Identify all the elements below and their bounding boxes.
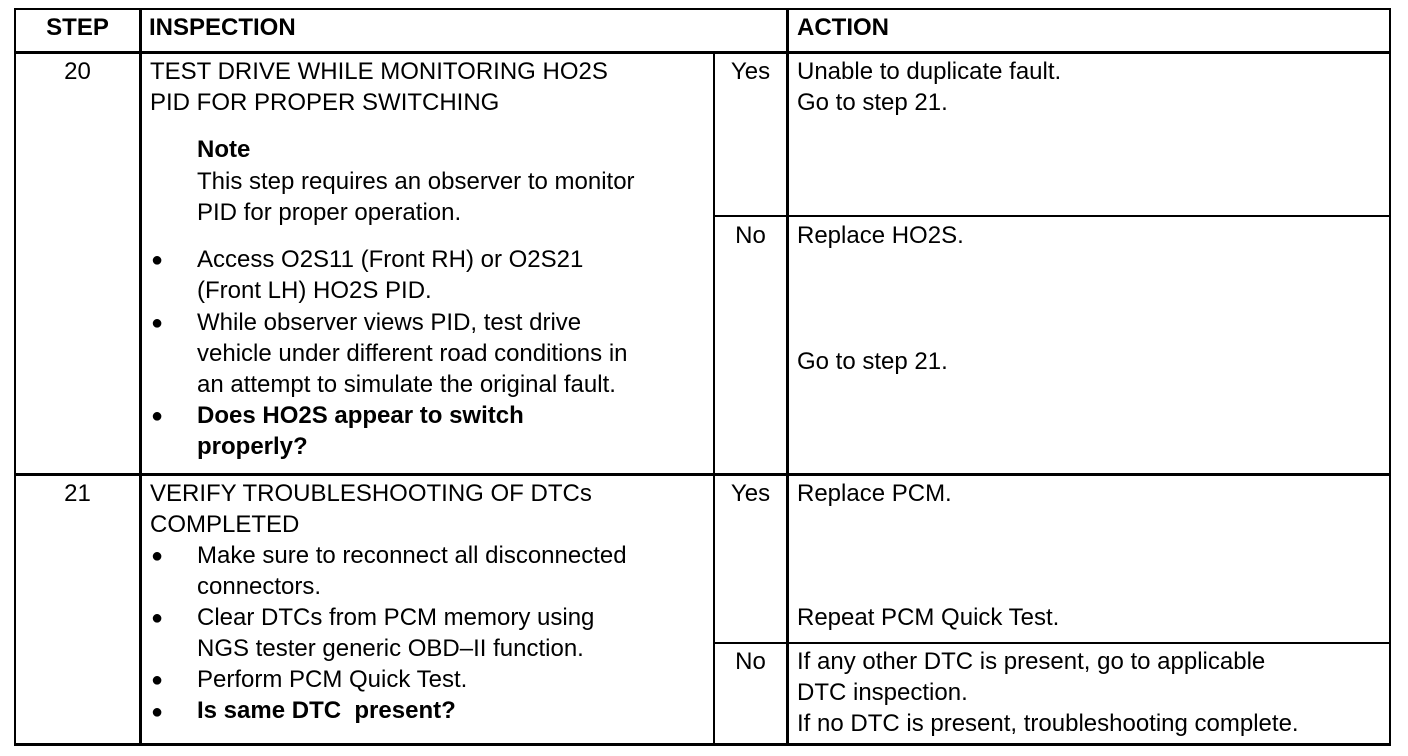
no-action-line: Go to step 21. [797,348,948,375]
yes-no-divider-2 [713,642,1391,644]
bullet-text-line: While observer views PID, test drive [197,309,582,336]
bullet-text-line: connectors. [197,573,322,600]
inspection-title-line: COMPLETED [150,511,300,538]
bullet-text-line: Access O2S11 (Front RH) or O2S21 [197,246,584,273]
bullet-text-line: Clear DTCs from PCM memory using [197,604,595,631]
bullet-text-line: (Front LH) HO2S PID. [197,277,432,304]
yes-action-line: Go to step 21. [797,89,948,116]
bullet-text-line: vehicle under different road conditions in [197,340,628,367]
bullet-question-line: Does HO2S appear to switch [197,402,524,429]
table-border-top [14,8,1391,10]
bullet-question-line: properly? [197,433,308,460]
bullet-question-line: Is same DTC present? [197,697,456,724]
bullet-icon: ● [151,607,164,629]
bullet-text-line: NGS tester generic OBD–II function. [197,635,584,662]
step-column-divider [139,8,142,746]
bullet-icon: ● [151,701,164,723]
table-border-bottom [14,743,1391,746]
table-border-left [14,8,16,746]
inspection-title-line: VERIFY TROUBLESHOOTING OF DTCs [150,480,592,507]
header-action: ACTION [797,14,889,41]
inspection-title-line: PID FOR PROPER SWITCHING [150,89,500,116]
bullet-text-line: an attempt to simulate the original fault. [197,371,616,398]
note-text-line: PID for proper operation. [197,199,462,226]
no-action-line: If no DTC is present, troubleshooting complete. [797,710,1299,737]
bullet-icon: ● [151,249,164,271]
no-label: No [735,648,766,675]
bullet-icon: ● [151,669,164,691]
inspection-title-line: TEST DRIVE WHILE MONITORING HO2S [150,58,608,85]
table-border-right [1389,8,1391,746]
bullet-text-line: Make sure to reconnect all disconnected [197,542,627,569]
bullet-text-line: Perform PCM Quick Test. [197,666,468,693]
yes-label: Yes [730,58,771,85]
row-divider [14,473,1391,476]
header-divider [14,51,1391,54]
yesno-column-divider [713,53,715,746]
step-number: 20 [64,58,91,85]
yes-action-line: Replace PCM. [797,480,952,507]
no-label: No [735,222,766,249]
no-action-line: DTC inspection. [797,679,968,706]
yes-action-line: Repeat PCM Quick Test. [797,604,1060,631]
bullet-icon: ● [151,405,164,427]
yes-action-line: Unable to duplicate fault. [797,58,1062,85]
yes-label: Yes [730,480,771,507]
bullet-icon: ● [151,312,164,334]
no-action-line: If any other DTC is present, go to applicable [797,648,1266,675]
no-action-line: Replace HO2S. [797,222,964,249]
header-step: STEP [46,14,109,41]
bullet-icon: ● [151,545,164,567]
note-text-line: This step requires an observer to monitor [197,168,635,195]
action-column-divider [786,8,789,746]
step-number: 21 [64,480,91,507]
header-inspection: INSPECTION [149,14,296,41]
yes-no-divider-1 [713,215,1391,217]
note-label: Note [197,136,251,163]
